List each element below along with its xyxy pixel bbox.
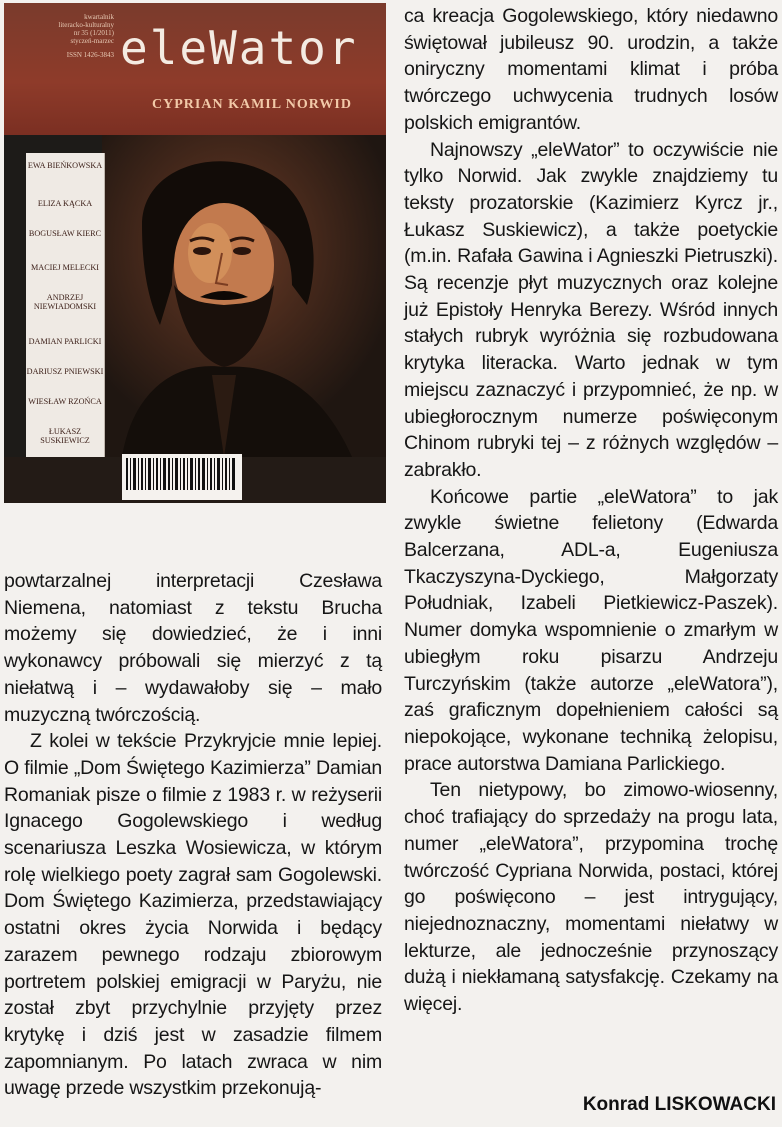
article-left-column bbox=[4, 568, 382, 1102]
cover-author: ANDRZEJ NIEWIADOMSKI bbox=[33, 293, 97, 311]
cover-author-list bbox=[26, 153, 105, 459]
article-right-column bbox=[404, 3, 778, 1018]
cover-subtitle: CYPRIAN KAMIL NORWID bbox=[152, 97, 352, 112]
article-paragraph: ca kreacja Gogolewskiego, który niedawno świętował jubileusz 90. urodzin, a także oniryczny momentami klimat i próba twórczego uchwycenia trudnych losów polskich emigrantów. bbox=[404, 5, 778, 134]
cover-meta-line: kwartalnik bbox=[84, 13, 114, 21]
cover-author: ŁUKASZ SUSKIEWICZ bbox=[40, 427, 90, 445]
article-paragraph: Ten nietypowy, bo zimowo-wiosenny, choć trafiający do sprzedaży na progu lata, numer „eleWatora”, przypomina trochę twórczość Cypriana Norwida, postaci, której go poświęcono – jest intrygujący, niejednoznaczny, momentami niełatwy w lekturze, ale jednocześnie przynoszący dużą i niekłamaną satysfakcję. Czekamy na więcej. bbox=[404, 779, 778, 1016]
cover-author: MACIEJ MELECKI bbox=[31, 263, 99, 272]
cover-author: ELIZA KĄCKA bbox=[37, 199, 93, 208]
norwid-portrait bbox=[102, 135, 386, 457]
author-signature: Konrad LISKOWACKI bbox=[582, 1094, 776, 1115]
cover-author: BOGUSŁAW KIERC bbox=[28, 229, 102, 238]
magazine-cover bbox=[4, 3, 386, 503]
article-paragraph: powtarzalnej interpretacji Czesława Niemena, natomiast z tekstu Brucha możemy się dowiedzieć, że i inni wykonawcy próbowali się mierzyć z tą niełatwą i – wydawałoby się – mało muzyczną twórczością. bbox=[4, 570, 382, 726]
cover-meta-line: nr 35 (1/2011) bbox=[73, 29, 114, 37]
cover-author: EWA BIEŃKOWSKA bbox=[27, 161, 103, 170]
barcode-icon bbox=[122, 454, 242, 500]
cover-meta-line: literacko-kulturalny bbox=[58, 21, 114, 29]
cover-author: WIESŁAW RZOŃCA bbox=[28, 397, 102, 406]
article-paragraph: Z kolei w tekście Przykryjcie mnie lepiej. O filmie „Dom Świętego Kazimierza” Damian Romaniak pisze o filmie z 1983 r. w reżyserii Ignacego Gogolewskiego i według scenariusza Leszka Wosiewicza, w którym rolę wielkiego poety zagrał sam Gogolewski. Dom Świętego Kazimierza, przedstawiający ostatni okres życia Norwida i będący zarazem pewnego rodzaju zbiorowym portretem polskiej emigracji w Paryżu, nie został zbyt przychylnie przyjęty przez krytykę i dziś jest w zasadzie filmem zapomnianym. Po latach zwraca w nim uwagę przede wszystkim przekonują- bbox=[4, 730, 382, 1100]
cover-meta-line: styczeń-marzec bbox=[70, 37, 114, 45]
cover-author: DAMIAN PARLICKI bbox=[28, 337, 102, 346]
article-paragraph: Najnowszy „eleWator” to oczywiście nie tylko Norwid. Jak zwykle znajdziemy tu teksty prozatorskie (Kazimierz Kyrcz jr., Łukasz Suskiewicz), a także poetyckie (m.in. Rafała Gawina i Agnieszki Pietruszki). Są recenzje płyt muzycznych oraz kolejne już Epistoły Henryka Berezy. Wśród innych stałych rubryk wyróżnia się rozbudowana krytyka literacka. Warto jednak w tym miejscu zaznaczyć i przypomnieć, że np. w ubiegłorocznym numerze poświęconym Chinom rubryki tej – z różnych względów – zabrakło. bbox=[404, 138, 778, 481]
article-paragraph: Końcowe partie „eleWatora” to jak zwykle świetne felietony (Edwarda Balcerzana, ADL-a, Eugeniusza Tkaczyszyna-Dyckiego, Małgorzaty Południak, Izabeli Pietkiewicz-Paszek). Numer domyka wspomnienie o zmarłym w ubiegłym roku pisarzu Andrzeju Turczyńskim (także autorze „eleWatora”), zaś graficznym dopełnieniem całości są niepokojące, wykonane techniką żelopisu, prace autorstwa Damiana Parlickiego. bbox=[404, 485, 778, 775]
magazine-logo: eleWator bbox=[120, 21, 358, 75]
cover-author: DARIUSZ PNIEWSKI bbox=[26, 367, 104, 376]
cover-meta bbox=[44, 13, 114, 59]
cover-meta-line: ISSN 1426-3843 bbox=[66, 51, 114, 59]
